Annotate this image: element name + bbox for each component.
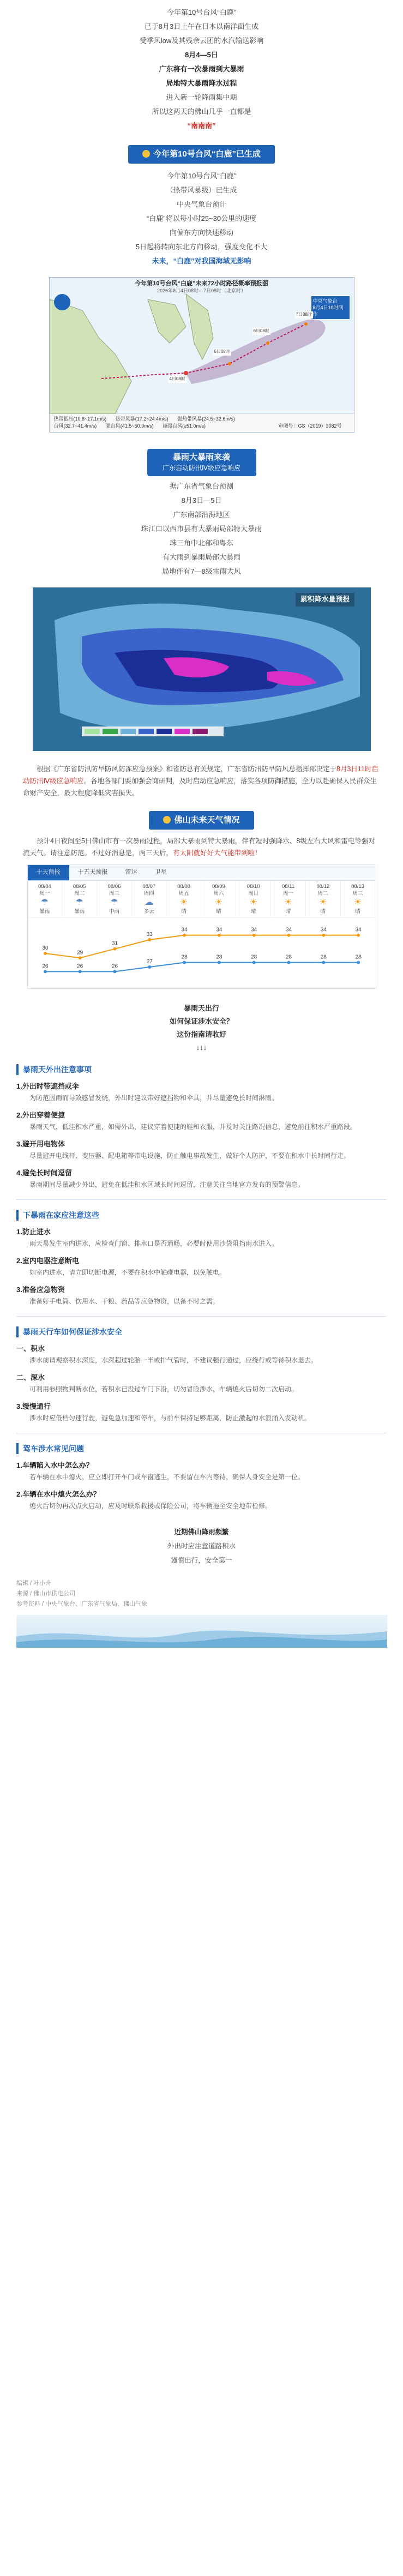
footer-decoration	[16, 1615, 387, 1648]
guide-item-text: 暴雨期间尽量减少外出，避免在低洼积水区域长时间逗留，注意关注当地官方发布的预警信息。	[29, 1180, 305, 1188]
high-temp-label: 29	[76, 949, 83, 956]
weather-paragraph	[0, 835, 403, 859]
high-temp-label: 34	[181, 927, 188, 933]
rain-line: 局地伴有7—8级雷雨大风	[162, 567, 241, 575]
forecast-sky: 晴	[181, 908, 187, 915]
wading-guide	[0, 1326, 403, 1424]
map-badge: 中央气象台 8月4日10时制作	[311, 296, 350, 319]
low-temp-point	[148, 965, 151, 969]
guide-item-text: 涉水前请观察积水深度，水深超过轮胎一半或排气管时，不建议强行通过，应绕行或等待积水退去。	[29, 1356, 318, 1364]
low-temp-label: 28	[215, 954, 222, 960]
rainstorm-text	[0, 479, 403, 579]
low-temp-point	[217, 960, 220, 964]
weather-icon: ☂	[110, 897, 118, 907]
para-highlight: 有太阳就好好大气能带到啦！	[173, 849, 262, 857]
closing-line: 外出时应注意道路积水	[167, 1542, 236, 1550]
legend-item: 热带风暴(17.2~24.4m/s)	[115, 416, 169, 422]
typhoon-line: 今年第10号台风“白鹿”	[166, 172, 237, 180]
high-temp-label: 34	[320, 927, 327, 933]
forecast-days	[28, 881, 376, 917]
response-paragraph	[0, 763, 403, 799]
typhoon-track-map	[49, 277, 354, 413]
map-label: 6日08时	[252, 328, 270, 335]
forecast-date: 08/04	[38, 883, 51, 890]
low-temp-label: 28	[285, 954, 292, 960]
forecast-week: 周三	[109, 890, 119, 897]
para-text: 。各地各部门要加强会商研判，及时启动应急响应，落实各项防御措施，全力以赴确保人民群众生命财产安全，最大程度降低灾害损失。	[23, 777, 377, 797]
forecast-week: 周日	[248, 890, 259, 897]
guide-item-title: 2.外出穿着便捷	[16, 1110, 65, 1119]
guide-item-title: 3.缓慢通行	[16, 1402, 51, 1410]
typhoon-line: 未来，“白鹿”对我国海域无影响	[152, 257, 251, 265]
forecast-day	[28, 881, 63, 917]
forecast-week: 周五	[178, 890, 189, 897]
question-line: ↓↓↓	[196, 1043, 207, 1052]
forecast-date: 08/13	[351, 883, 364, 890]
forecast-week: 周一	[282, 890, 293, 897]
forecast-date: 08/07	[142, 883, 156, 890]
weather-icon: ☀	[319, 897, 327, 907]
legend-item: 超强台风(≥51.0m/s)	[163, 423, 206, 429]
low-temp-label: 26	[111, 963, 118, 969]
low-temp-label: 27	[146, 958, 153, 965]
low-temp-point	[113, 970, 116, 973]
tab-radar[interactable]: 雷达	[125, 869, 137, 875]
high-temp-point	[148, 938, 151, 941]
rain-line: 有大雨到暴雨局部大暴雨	[162, 553, 240, 561]
low-temp-label: 28	[181, 954, 188, 960]
section-title-rainstorm	[147, 449, 256, 476]
forecast-date: 08/11	[281, 883, 295, 890]
guide-heading: 下暴雨在家应注意这些	[16, 1210, 387, 1221]
rain-line: 据广东省气象台预测	[169, 482, 233, 490]
para-highlight: 8月3日11时启动防汛Ⅳ级应急响应	[23, 765, 378, 785]
car-guide	[0, 1443, 403, 1512]
high-temp-point	[252, 933, 255, 936]
closing-line: 谨慎出行，安全第一	[171, 1556, 232, 1564]
closing-block	[0, 1525, 403, 1568]
map-legend	[49, 413, 354, 433]
map-label: 5日08时	[213, 349, 231, 356]
guide-item-text: 暴雨天气，低洼积水严重，如需外出，建议穿着便捷的鞋和衣服，并及时关注路况信息，避免前往积水严重路段。	[29, 1122, 357, 1131]
high-temp-point	[113, 947, 116, 950]
forecast-sky: 多云	[143, 908, 154, 915]
forecast-sky: 晴	[216, 908, 221, 915]
rain-line: 广东南部沿海地区	[173, 511, 230, 519]
intro-line: 广东将有一次暴雨到大暴雨	[159, 65, 244, 73]
typhoon-line: “白鹿”将以每小时25~30公里的速度	[146, 214, 257, 223]
map-source: 审图号：GS（2019）3082号	[278, 423, 342, 429]
weather-icon: ☀	[284, 897, 292, 907]
low-temp-label: 26	[76, 963, 83, 969]
weather-icon: ☀	[179, 897, 188, 907]
high-temp-point	[357, 933, 360, 936]
sun-icon	[163, 816, 171, 824]
low-temp-point	[287, 960, 290, 964]
high-temp-point	[43, 952, 46, 955]
high-temp-label: 34	[285, 927, 292, 933]
banner-line: 广东启动防汛Ⅳ级应急响应	[162, 464, 241, 472]
high-temp-label: 34	[250, 927, 257, 933]
low-temp-label: 28	[355, 954, 362, 960]
forecast-sky: 晴	[320, 908, 326, 915]
low-temp-line	[45, 962, 358, 971]
forecast-day	[201, 881, 236, 917]
section-title-typhoon: 今年第10号台风“白鹿”已生成	[128, 145, 275, 164]
high-temp-point	[183, 933, 186, 936]
low-temp-point	[357, 960, 360, 964]
wave-graphic	[16, 1615, 387, 1648]
map-subtitle: 2026年8月4日08时—7日08时（北京时）	[157, 288, 246, 293]
typhoon-line: 向偏东方向快速移动	[169, 229, 233, 237]
weather-icon: ☂	[75, 897, 83, 907]
guide-item-title: 2.车辆在水中熄火怎么办？	[16, 1490, 100, 1498]
forecast-sky: 晴	[285, 908, 291, 915]
low-temp-point	[252, 960, 255, 964]
tab-ten-day[interactable]: 十天预报	[28, 865, 69, 880]
typhoon-line: 中央气象台预计	[176, 200, 226, 208]
guide-heading: 驾车涉水常见问题	[16, 1443, 387, 1454]
weather-icon: ☁	[145, 897, 154, 907]
high-temp-label: 31	[111, 940, 118, 947]
guide-item-text: 准备好手电筒、饮用水、干粮、药品等应急物资，以备不时之需。	[29, 1297, 220, 1305]
tab-fifteen-day[interactable]: 十五天预报	[77, 869, 108, 875]
low-temp-label: 28	[320, 954, 327, 960]
guide-item-title: 4.避免长时间逗留	[16, 1168, 72, 1177]
map-label: 4日08时	[169, 376, 187, 383]
rain-map-caption: 累积降水量预报	[296, 593, 354, 607]
forecast-day	[306, 881, 341, 917]
map-label: 7日08时	[295, 311, 313, 319]
forecast-week: 周六	[213, 890, 224, 897]
forecast-tabs	[28, 865, 376, 881]
high-temp-point	[78, 956, 81, 959]
forecast-date: 08/06	[107, 883, 121, 890]
intro-line: 8月4—5日	[185, 51, 218, 59]
forecast-day	[236, 881, 271, 917]
guide-item-title: 3.避开用电物体	[16, 1139, 65, 1148]
legend-item: 强台风(41.5~50.9m/s)	[105, 423, 154, 429]
low-temp-point	[43, 970, 46, 973]
forecast-day	[341, 881, 376, 917]
forecast-sky: 晴	[250, 908, 256, 915]
footer-source: 来源 / 佛山市供电公司	[16, 1590, 76, 1597]
guide-item-text: 涉水时应低档匀速行驶，避免急加速和停车，与前车保持足够距离，防止激起的水浪涌入发动机。	[29, 1414, 311, 1422]
forecast-date: 08/05	[73, 883, 86, 890]
divider	[16, 1199, 387, 1200]
high-temp-point	[287, 933, 290, 936]
temperature-svg	[28, 918, 376, 989]
question-line: 这份指南请收好	[176, 1030, 226, 1038]
forecast-week: 周二	[74, 890, 85, 897]
rain-line: 珠江口以西市县有大暴雨局部特大暴雨	[141, 525, 262, 533]
high-temp-label: 34	[215, 927, 222, 933]
forecast-day	[271, 881, 306, 917]
legend-item: 热带低压(10.8~17.1m/s)	[53, 416, 107, 422]
intro-line: 所以这两天的佛山几乎一直都是	[152, 107, 251, 116]
banner-line: 暴雨大暴雨来袭	[172, 453, 230, 462]
intro-line: 局地特大暴雨降水过程	[166, 79, 237, 87]
temperature-chart	[28, 917, 376, 988]
forecast-date: 08/09	[212, 883, 225, 890]
forecast-day	[132, 881, 167, 917]
tab-satellite[interactable]: 卫星	[154, 869, 167, 875]
intro-line: 已于8月3日上午在日本以南洋面生成	[144, 22, 259, 31]
rain-line: 珠三角中北部和粤东	[169, 539, 233, 547]
high-temp-point	[322, 933, 325, 936]
guide-heading: 暴雨天行车如何保证涉水安全	[16, 1326, 387, 1337]
typhoon-line: 5日起将转向东北方向移动，强度变化不大	[135, 243, 268, 251]
weather-icon: ☂	[40, 897, 49, 907]
low-temp-point	[183, 960, 186, 964]
forecast-week: 周三	[352, 890, 363, 897]
map-graphic	[50, 278, 355, 414]
typhoon-text	[0, 169, 403, 268]
high-temp-label: 34	[355, 927, 362, 933]
guide-item-title: 一、积水	[16, 1344, 45, 1353]
guide-heading: 暴雨天外出注意事项	[16, 1064, 387, 1075]
rainfall-forecast-map	[33, 587, 371, 751]
forecast-day	[62, 881, 97, 917]
divider	[16, 1316, 387, 1317]
intro-block	[0, 0, 403, 133]
rain-line: 8月3日—5日	[181, 496, 222, 505]
forecast-sky: 中雨	[109, 908, 119, 915]
typhoon-line: （热带风暴级）已生成	[166, 186, 237, 194]
travel-guide	[0, 1064, 403, 1191]
forecast-week: 周四	[143, 890, 154, 897]
guide-item-text: 若车辆在水中熄火，应立即打开车门或车窗逃生，不要留在车内等待，确保人身安全是第一位。	[29, 1473, 305, 1481]
forecast-sky: 暴雨	[74, 908, 85, 915]
legend-item: 台风(32.7~41.4m/s)	[53, 423, 97, 429]
sun-icon	[142, 150, 150, 158]
guide-item-text: 为防范因雨而导致感冒发烧，外出时建议带好遮挡物和伞具，并尽量避免长时间淋雨。	[29, 1094, 279, 1102]
weather-icon: ☀	[353, 897, 362, 907]
weather-icon: ☀	[214, 897, 223, 907]
low-temp-point	[78, 970, 81, 973]
guide-item-text: 可利用参照物判断水位，若积水已没过车门下沿，切勿冒险涉水，车辆熄火后切勿二次启动。	[29, 1385, 298, 1393]
rain-map-graphic	[33, 587, 371, 751]
guide-item-title: 1.车辆陷入水中怎么办？	[16, 1461, 93, 1469]
intro-line: 今年第10号台风“白鹿”	[166, 8, 237, 16]
question-block	[0, 1002, 403, 1054]
guide-item-title: 1.防止进水	[16, 1227, 51, 1236]
guide-item-title: 二、深水	[16, 1373, 45, 1382]
weather-forecast-widget	[27, 864, 376, 989]
forecast-day	[97, 881, 132, 917]
forecast-date: 08/08	[177, 883, 190, 890]
intro-line: 受季风low及其残余云团的水汽输送影响	[139, 37, 264, 45]
forecast-week: 周二	[317, 890, 328, 897]
high-temp-point	[217, 933, 220, 936]
legend-item: 强热带风暴(24.5~32.6m/s)	[177, 416, 235, 422]
high-temp-label: 30	[41, 945, 48, 951]
closing-line: 近期佛山降雨频繁	[174, 1528, 229, 1536]
forecast-date: 08/12	[316, 883, 330, 890]
weather-icon: ☀	[249, 897, 257, 907]
guide-item-text: 熄火后切勿再次点火启动，应及时联系救援或保险公司，将车辆拖至安全地带检修。	[29, 1502, 272, 1510]
low-temp-point	[322, 960, 325, 964]
guide-item-title: 1.外出时带遮挡或伞	[16, 1082, 79, 1090]
map-title: 今年第10号台风“白鹿”未来72小时路径概率预报图	[135, 280, 268, 287]
low-temp-label: 28	[250, 954, 257, 960]
guide-item-text: 雨天易发生室内进水，应检查门窗、排水口是否通畅，必要时使用沙袋阻挡雨水进入。	[29, 1239, 279, 1247]
forecast-week: 周一	[39, 890, 50, 897]
intro-line: 进入新一轮降雨集中期	[166, 93, 237, 101]
guide-item-title: 2.室内电器注意断电	[16, 1256, 79, 1265]
forecast-date: 08/10	[246, 883, 260, 890]
forecast-day	[167, 881, 202, 917]
high-temp-label: 33	[146, 931, 153, 938]
guide-item-text: 如室内进水，请立即切断电源，不要在积水中触碰电器，以免触电。	[29, 1268, 226, 1276]
forecast-sky: 暴雨	[39, 908, 50, 915]
footer	[0, 1568, 403, 1610]
footer-refs: 参考资料 / 中央气象台、广东省气象局、佛山气象	[16, 1600, 148, 1607]
guide-item-text: 尽量避开电线杆、变压器、配电箱等带电设施，防止触电事故发生，做好个人防护，不要在积水中长时间行走。	[29, 1151, 351, 1160]
high-temp-line	[45, 935, 358, 958]
home-guide	[0, 1210, 403, 1307]
para-text: 根据《广东省防汛防旱防风防冻应急预案》和省防总有关规定，广东省防汛防旱防风总指挥部决定于	[37, 765, 337, 773]
low-temp-label: 26	[41, 963, 48, 969]
footer-editor: 编辑 / 叶小舟	[16, 1580, 52, 1587]
forecast-sky: 晴	[355, 908, 360, 915]
guide-item-title: 3.准备应急物资	[16, 1285, 65, 1294]
question-line: 暴雨天出行	[183, 1004, 219, 1012]
question-line: 如何保证涉水安全？	[169, 1017, 233, 1025]
para-text: 预计4日夜间至5日佛山市有一次暴雨过程，局部大暴雨到特大暴雨，伴有短时强降水、8级左右大风和雷电等强对流天气。请注意防范。不过好消息是，两三天后，	[23, 837, 375, 857]
intro-line: “南南南”	[187, 122, 216, 130]
section-title-weather: 佛山未来天气情况	[149, 811, 254, 830]
